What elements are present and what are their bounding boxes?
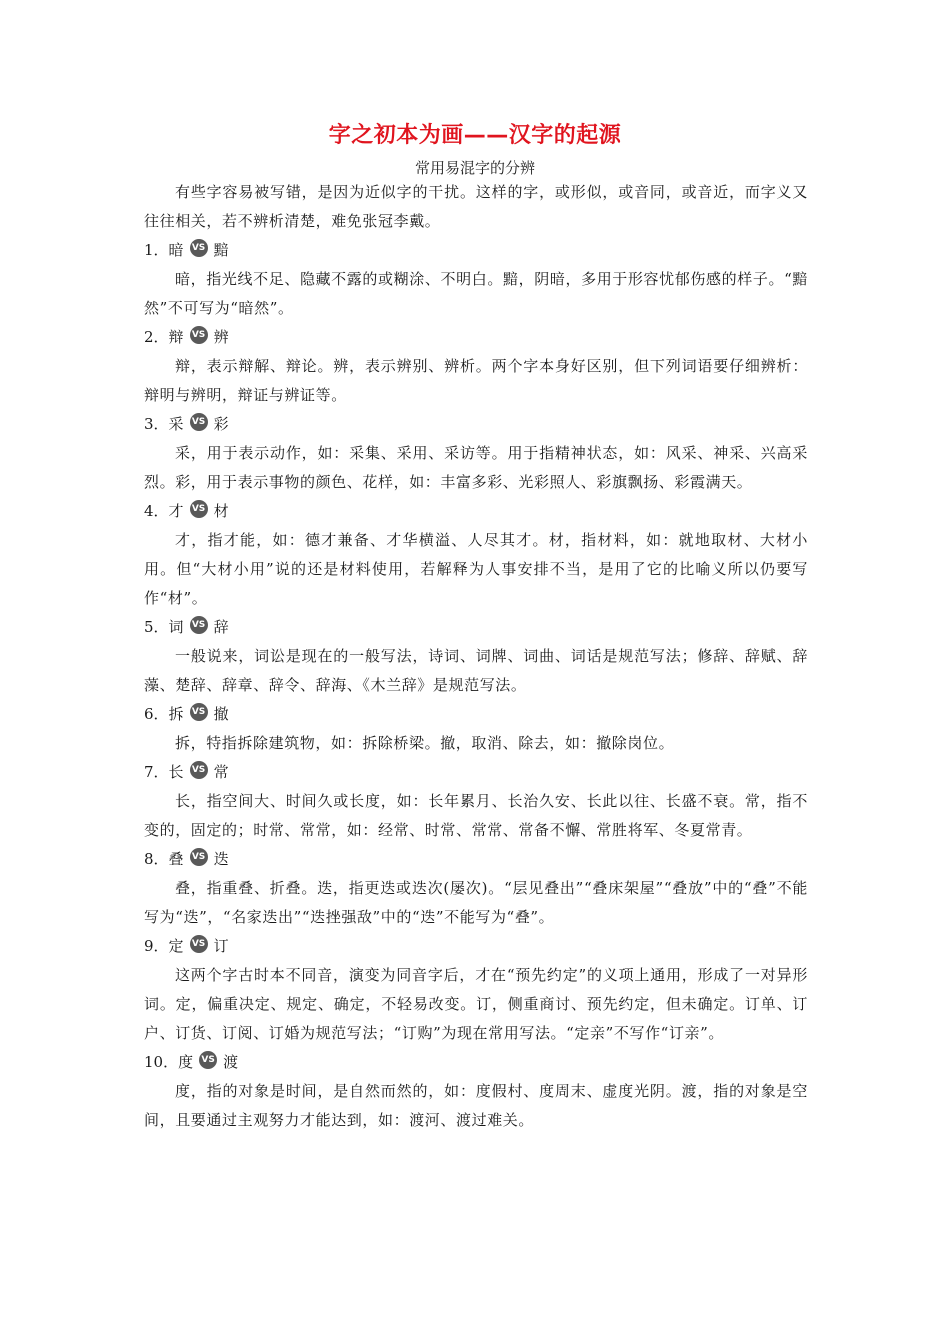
document-subtitle: 常用易混字的分辨: [414, 159, 535, 177]
item-heading: [144, 410, 808, 439]
item-char-b: 迭: [213, 850, 229, 868]
vs-icon: VS: [190, 935, 208, 953]
item-heading: [144, 1048, 808, 1077]
item-char-a: 才: [168, 502, 184, 520]
item-list: [144, 236, 808, 1135]
item-heading: [144, 497, 808, 526]
item-number: 8．: [144, 850, 169, 868]
item-char-b: 辨: [213, 328, 229, 346]
item-number: 5．: [144, 618, 169, 636]
item-char-a: 长: [168, 763, 184, 781]
item-explanation: 才，指才能，如：德才兼备、才华横溢、人尽其才。材，指材料，如：就地取材、大材小用。但“大材小用”说的还是材料使用，若解释为人事安排不当，是用了它的比喻义所以仍要写作“材”。: [144, 531, 808, 607]
vs-icon: VS: [190, 848, 208, 866]
item-char-a: 词: [168, 618, 184, 636]
document-body: [144, 178, 808, 1135]
item-char-b: 渡: [223, 1053, 239, 1071]
item-char-a: 暗: [168, 241, 184, 259]
item-number: 3．: [144, 415, 169, 433]
vs-icon: VS: [190, 413, 208, 431]
item-char-a: 度: [178, 1053, 194, 1071]
item-heading: [144, 758, 808, 787]
item-char-b: 辞: [213, 618, 229, 636]
item-char-b: 材: [213, 502, 229, 520]
item-explanation: 叠，指重叠、折叠。迭，指更迭或迭次(屡次)。“层见叠出”“叠床架屋”“叠放”中的“叠”不能写为“迭”，“名家迭出”“迭挫强敌”中的“迭”不能写为“叠”。: [144, 879, 808, 926]
item-number: 4．: [144, 502, 169, 520]
document-title: 字之初本为画——汉字的起源: [328, 123, 622, 148]
item-char-b: 彩: [213, 415, 229, 433]
item-number: 10．: [144, 1053, 179, 1071]
item-char-b: 常: [213, 763, 229, 781]
item-explanation: 一般说来，词讼是现在的一般写法，诗词、词牌、词曲、词话是规范写法；修辞、辞赋、辞藻、楚辞、辞章、辞令、辞海、《木兰辞》是规范写法。: [144, 647, 808, 694]
intro-paragraph: 有些字容易被写错，是因为近似字的干扰。这样的字，或形似，或音同，或音近，而字义又往往相关，若不辨析清楚，难免张冠李戴。: [144, 183, 808, 230]
vs-icon: VS: [199, 1051, 217, 1069]
item-number: 6．: [144, 705, 169, 723]
item-char-b: 订: [213, 937, 229, 955]
vs-icon: VS: [190, 500, 208, 518]
vs-icon: VS: [190, 616, 208, 634]
item-explanation: 拆，特指拆除建筑物，如：拆除桥梁。撤，取消、除去，如：撤除岗位。: [175, 734, 675, 752]
item-char-a: 辩: [168, 328, 184, 346]
item-heading: [144, 323, 808, 352]
item-explanation: 这两个字古时本不同音，演变为同音字后，才在“预先约定”的义项上通用，形成了一对异形词。定，偏重决定、规定、确定，不轻易改变。订，侧重商讨、预先约定，但未确定。订单、订户、订货、订阅、订婚为规范写法；“订购”为现在常用写法。“定亲”不写作“订亲”。: [144, 966, 808, 1042]
item-explanation: 度，指的对象是时间，是自然而然的，如：度假村、度周末、虚度光阴。渡，指的对象是空间，且要通过主观努力才能达到，如：渡河、渡过难关。: [144, 1082, 808, 1129]
item-heading: [144, 236, 808, 265]
item-char-a: 采: [168, 415, 184, 433]
item-explanation: 长，指空间大、时间久或长度，如：长年累月、长治久安、长此以往、长盛不衰。常，指不变的，固定的；时常、常常，如：经常、时常、常常、常备不懈、常胜将军、冬夏常青。: [144, 792, 808, 839]
vs-icon: VS: [190, 326, 208, 344]
item-number: 2．: [144, 328, 169, 346]
item-number: 1．: [144, 241, 169, 259]
item-number: 7．: [144, 763, 169, 781]
item-char-a: 定: [168, 937, 184, 955]
item-explanation: 采，用于表示动作，如：采集、采用、采访等。用于指精神状态，如：风采、神采、兴高采烈。彩，用于表示事物的颜色、花样，如：丰富多彩、光彩照人、彩旗飘扬、彩霞满天。: [144, 444, 808, 491]
item-explanation: 暗，指光线不足、隐藏不露的或糊涂、不明白。黯，阴暗，多用于形容忧郁伤感的样子。“黯然”不可写为“暗然”。: [144, 270, 808, 317]
item-heading: [144, 700, 808, 729]
item-char-b: 撤: [213, 705, 229, 723]
item-explanation: 辩，表示辩解、辩论。辨，表示辨别、辨析。两个字本身好区别，但下列词语要仔细辨析：辩明与辨明，辩证与辨证等。: [144, 357, 808, 404]
item-char-b: 黯: [213, 241, 229, 259]
item-number: 9．: [144, 937, 169, 955]
item-heading: [144, 845, 808, 874]
item-heading: [144, 613, 808, 642]
vs-icon: VS: [190, 703, 208, 721]
item-char-a: 拆: [168, 705, 184, 723]
item-heading: [144, 932, 808, 961]
item-char-a: 叠: [168, 850, 184, 868]
vs-icon: VS: [190, 761, 208, 779]
vs-icon: VS: [190, 239, 208, 257]
